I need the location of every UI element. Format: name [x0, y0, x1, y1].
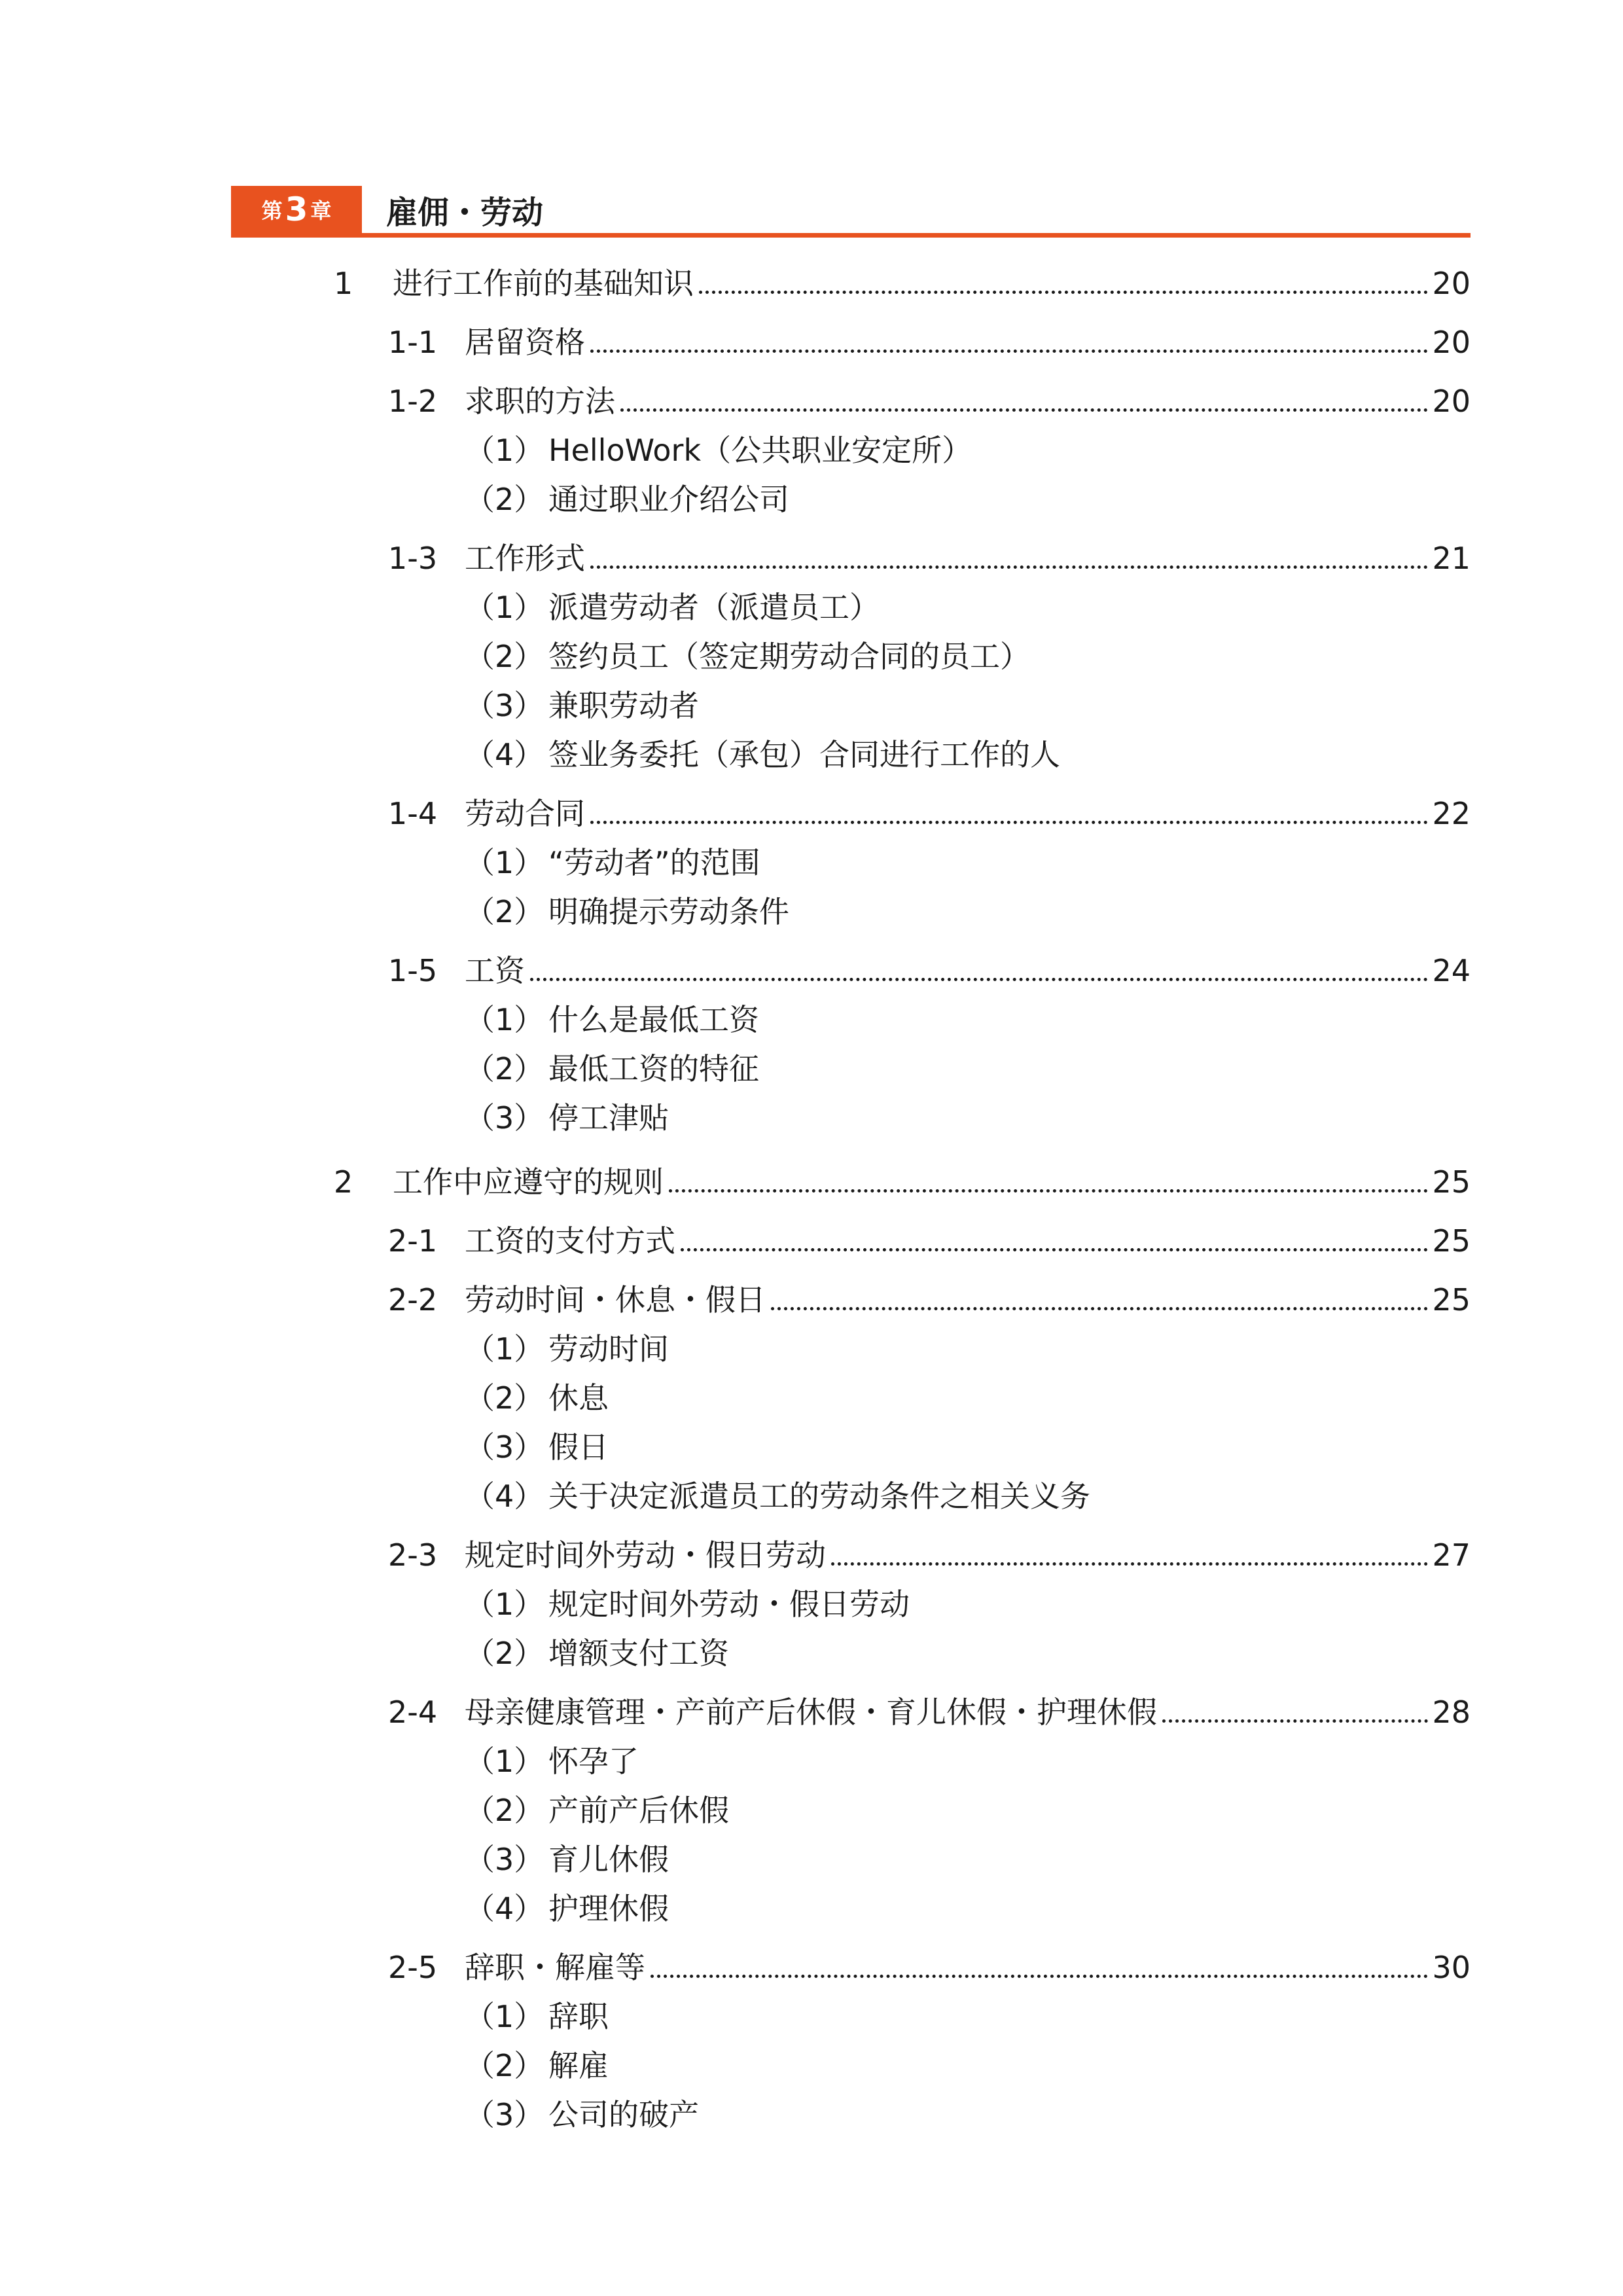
toc-entry-subsection[interactable]	[388, 794, 1471, 833]
toc-item[interactable]	[465, 1049, 759, 1088]
toc-entry-number: 2-4	[388, 1695, 438, 1730]
toc-entry-number: 1	[334, 266, 353, 301]
toc-item-number: （2）	[465, 1051, 544, 1086]
toc-entry-number: 2-2	[388, 1282, 438, 1318]
toc-entry-title: 进行工作前的基础知识	[393, 266, 694, 301]
toc-entry-number: 1-4	[388, 796, 438, 831]
toc-item-title: 最低工资的特征	[548, 1051, 759, 1086]
toc-entry-subsection[interactable]	[388, 1280, 1471, 1319]
toc-item-title: 解雇	[548, 2048, 609, 2083]
toc-entry-title: 工作中应遵守的规则	[393, 1164, 664, 1200]
toc-item[interactable]	[465, 431, 972, 470]
toc-item-title: 育儿休假	[548, 1842, 669, 1877]
dot-leader	[590, 565, 1428, 569]
toc-item-title: 派遣劳动者（派遣员工）	[548, 590, 880, 625]
dot-leader	[590, 350, 1428, 353]
toc-item-number: （2）	[465, 1380, 544, 1416]
toc-item[interactable]	[465, 637, 1030, 676]
toc-item[interactable]	[465, 1634, 729, 1673]
toc-entry-subsection[interactable]	[388, 539, 1471, 578]
toc-item-number: （1）	[465, 1744, 544, 1779]
toc-item[interactable]	[465, 1585, 910, 1624]
toc-entry-title: 工资	[465, 953, 525, 988]
toc-entry-page: 25	[1432, 1282, 1471, 1318]
toc-entry-title: 母亲健康管理・产前产后休假・育儿休假・护理休假	[465, 1695, 1157, 1730]
toc-entry-subsection[interactable]	[388, 382, 1471, 421]
toc-entry-number: 2-1	[388, 1223, 438, 1259]
toc-item-number: （3）	[465, 688, 544, 723]
toc-entry-title: 劳动时间・休息・假日	[465, 1282, 766, 1318]
toc-item-number: （1）	[465, 590, 544, 625]
toc-entry-title: 辞职・解雇等	[465, 1950, 645, 1985]
toc-entry-section[interactable]	[334, 264, 1471, 303]
toc-item[interactable]	[465, 588, 880, 627]
toc-entry-subsection[interactable]	[388, 1948, 1471, 1987]
toc-entry-subsection[interactable]	[388, 1221, 1471, 1261]
toc-item-number: （2）	[465, 639, 544, 674]
toc-entry-title: 规定时间外劳动・假日劳动	[465, 1537, 826, 1573]
toc-entry-subsection[interactable]	[388, 1535, 1471, 1575]
toc-entry-page: 24	[1432, 953, 1471, 988]
toc-entry-page: 20	[1432, 384, 1471, 419]
dot-leader	[620, 408, 1428, 412]
toc-item-number: （1）	[465, 845, 544, 880]
toc-entry-number: 1-3	[388, 541, 438, 576]
dot-leader	[530, 978, 1428, 981]
toc-item-title: 什么是最低工资	[548, 1002, 759, 1037]
toc-entry-page: 22	[1432, 796, 1471, 831]
toc-item-title: 关于决定派遣员工的劳动条件之相关义务	[548, 1479, 1090, 1514]
toc-item-title: 公司的破产	[548, 2097, 699, 2132]
toc-item[interactable]	[465, 892, 789, 931]
toc-item[interactable]	[465, 2046, 609, 2085]
toc-item[interactable]	[465, 735, 1060, 774]
toc-entry-title: 劳动合同	[465, 796, 585, 831]
toc-item[interactable]	[465, 1378, 609, 1418]
toc-entry-page: 25	[1432, 1223, 1471, 1259]
toc-item-number: （1）	[465, 1999, 544, 2034]
toc-item-title: 护理休假	[548, 1891, 669, 1926]
toc-item-number: （1）	[465, 1331, 544, 1367]
toc-item-title: 休息	[548, 1380, 609, 1416]
toc-item-number: （1）	[465, 433, 544, 468]
toc-item-title: 产前产后休假	[548, 1793, 729, 1828]
toc-item-number: （3）	[465, 1429, 544, 1465]
toc-item-title: 辞职	[548, 1999, 609, 2034]
toc-entry-page: 27	[1432, 1537, 1471, 1573]
toc-item-number: （4）	[465, 1479, 544, 1514]
toc-entry-number: 1-1	[388, 325, 438, 360]
chapter-prefix: 第	[261, 198, 283, 223]
dot-leader	[681, 1248, 1428, 1251]
chapter-number: 3	[285, 190, 308, 228]
toc-item-number: （1）	[465, 1002, 544, 1037]
toc-entry-page: 20	[1432, 325, 1471, 360]
toc-item-title: HelloWork（公共职业安定所）	[548, 433, 972, 468]
toc-item[interactable]	[465, 1427, 609, 1467]
toc-item-number: （2）	[465, 2048, 544, 2083]
toc-item-number: （2）	[465, 482, 544, 517]
toc-item-number: （3）	[465, 1842, 544, 1877]
dot-leader	[1162, 1719, 1428, 1723]
toc-entry-subsection[interactable]	[388, 951, 1471, 990]
toc-entry-title: 工资的支付方式	[465, 1223, 675, 1259]
toc-entry-number: 1-5	[388, 953, 438, 988]
toc-item[interactable]	[465, 843, 760, 882]
toc-item-title: 劳动时间	[548, 1331, 669, 1367]
toc-entry-title: 工作形式	[465, 541, 585, 576]
toc-item[interactable]	[465, 1840, 669, 1879]
chapter-header	[231, 186, 1471, 237]
toc-item-title: 签业务委托（承包）合同进行工作的人	[548, 737, 1060, 772]
toc-entry-page: 25	[1432, 1164, 1471, 1200]
toc-item-title: 增额支付工资	[548, 1636, 729, 1671]
toc-item[interactable]	[465, 480, 789, 519]
toc-item-title: 怀孕了	[548, 1744, 639, 1779]
toc-entry-number: 2-5	[388, 1950, 438, 1985]
toc-entry-number: 2	[334, 1164, 353, 1200]
toc-item[interactable]	[465, 1477, 1090, 1516]
toc-entry-page: 21	[1432, 541, 1471, 576]
toc-item-title: 兼职劳动者	[548, 688, 699, 723]
toc-entry-number: 1-2	[388, 384, 438, 419]
chapter-suffix: 章	[310, 198, 332, 223]
toc-entry-title: 居留资格	[465, 325, 585, 360]
dot-leader	[590, 821, 1428, 824]
toc-item-number: （1）	[465, 1587, 544, 1622]
toc-item-title: 停工津贴	[548, 1100, 669, 1136]
toc-entry-subsection[interactable]	[388, 323, 1471, 362]
toc-item[interactable]	[465, 1997, 609, 2036]
toc-item-title: 通过职业介绍公司	[548, 482, 789, 517]
toc-item-title: 假日	[548, 1429, 609, 1465]
toc-item-number: （4）	[465, 1891, 544, 1926]
toc-item[interactable]	[465, 1889, 669, 1928]
toc-item-number: （2）	[465, 1636, 544, 1671]
toc-entry-section[interactable]	[334, 1162, 1471, 1202]
toc-item[interactable]	[465, 1791, 729, 1830]
toc-item-number: （2）	[465, 1793, 544, 1828]
toc-entry-title: 求职的方法	[465, 384, 615, 419]
dot-leader	[669, 1189, 1428, 1193]
toc-entry-page: 20	[1432, 266, 1471, 301]
chapter-title: 雇佣・劳动	[386, 194, 544, 231]
toc-item[interactable]	[465, 1098, 669, 1138]
toc-entry-subsection[interactable]	[388, 1693, 1471, 1732]
dot-leader	[831, 1562, 1428, 1566]
toc-item-title: 明确提示劳动条件	[548, 894, 789, 929]
dot-leader	[699, 291, 1428, 294]
toc-item-number: （3）	[465, 1100, 544, 1136]
toc-item-number: （2）	[465, 894, 544, 929]
toc-entry-page: 28	[1432, 1695, 1471, 1730]
toc-item-number: （3）	[465, 2097, 544, 2132]
chapter-badge	[231, 186, 362, 233]
toc-entry-page: 30	[1432, 1950, 1471, 1985]
toc-item[interactable]	[465, 686, 699, 725]
toc-item-number: （4）	[465, 737, 544, 772]
toc-entry-number: 2-3	[388, 1537, 438, 1573]
toc-item[interactable]	[465, 1329, 669, 1369]
dot-leader	[771, 1307, 1428, 1310]
toc-item-title: “劳动者”的范围	[548, 845, 760, 880]
toc-item[interactable]	[465, 2095, 699, 2134]
chapter-rule	[231, 233, 1471, 238]
toc-item[interactable]	[465, 1742, 639, 1781]
toc-item[interactable]	[465, 1000, 759, 1039]
toc-item-title: 签约员工（签定期劳动合同的员工）	[548, 639, 1030, 674]
toc-item-title: 规定时间外劳动・假日劳动	[548, 1587, 910, 1622]
dot-leader	[651, 1975, 1428, 1978]
